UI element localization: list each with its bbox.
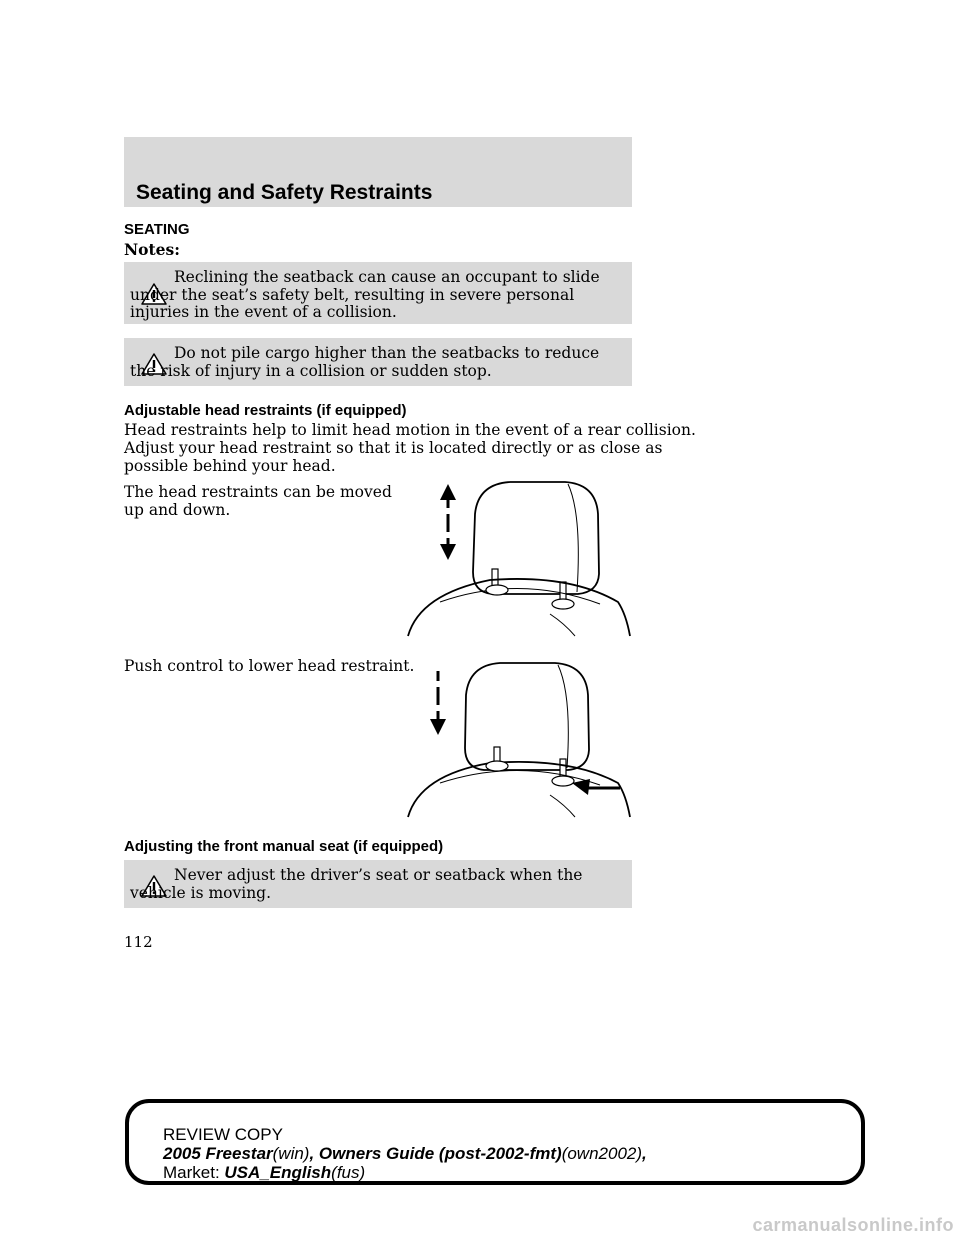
footer-market-code: (fus) — [331, 1163, 366, 1182]
footer-vehicle: 2005 Freestar — [163, 1144, 273, 1163]
footer-document-line — [163, 1144, 647, 1164]
footer-guide-name: , Owners Guide (post-2002-fmt) — [309, 1144, 562, 1163]
warning-text: Never adjust the driver’s seat or seatback when the vehicle is moving. — [130, 866, 583, 902]
page-number: 112 — [124, 933, 153, 951]
footer-market-label: Market: — [163, 1163, 225, 1182]
warning-box-cargo — [124, 338, 632, 386]
footer-guide-code: (own2002) — [561, 1144, 643, 1163]
move-text-line1: The head restraints can be moved — [124, 483, 392, 501]
head-restraints-intro-line1: Head restraints help to limit head motion in the event of a rear collision. — [124, 421, 696, 439]
seating-heading: SEATING — [124, 221, 190, 238]
head-restraints-heading: Adjustable head restraints (if equipped) — [124, 402, 407, 419]
footer-market-line — [163, 1163, 365, 1183]
footer-vehicle-code: (win) — [272, 1144, 310, 1163]
warning-box-driver-seat — [124, 860, 632, 908]
watermark-text: carmanualsonline.info — [752, 1215, 954, 1235]
footer-market-value: USA_English — [224, 1163, 332, 1182]
manual-seat-heading: Adjusting the front manual seat (if equipped) — [124, 838, 444, 855]
warning-text: Reclining the seatback can cause an occupant to slide under the seat’s safety belt, resulting in severe personal injuries in the event of a collision. — [130, 268, 600, 321]
head-restraint-lower-illustration — [400, 655, 640, 825]
notes-label: Notes: — [124, 240, 180, 259]
warning-text: Do not pile cargo higher than the seatbacks to reduce the risk of injury in a collision or sudden stop. — [130, 344, 600, 380]
head-restraints-intro-line3: possible behind your head. — [124, 457, 336, 475]
section-header-band — [124, 137, 632, 207]
move-text-line2: up and down. — [124, 501, 231, 519]
footer-review-copy: REVIEW COPY — [163, 1125, 283, 1144]
section-title: Seating and Safety Restraints — [136, 181, 433, 204]
head-restraint-up-down-illustration — [400, 474, 640, 644]
head-restraints-intro-line2: Adjust your head restraint so that it is located directly or as close as — [124, 439, 663, 457]
footer-comma: , — [642, 1144, 647, 1163]
lower-instruction-text: Push control to lower head restraint. — [124, 657, 415, 675]
warning-box-recline — [124, 262, 632, 324]
